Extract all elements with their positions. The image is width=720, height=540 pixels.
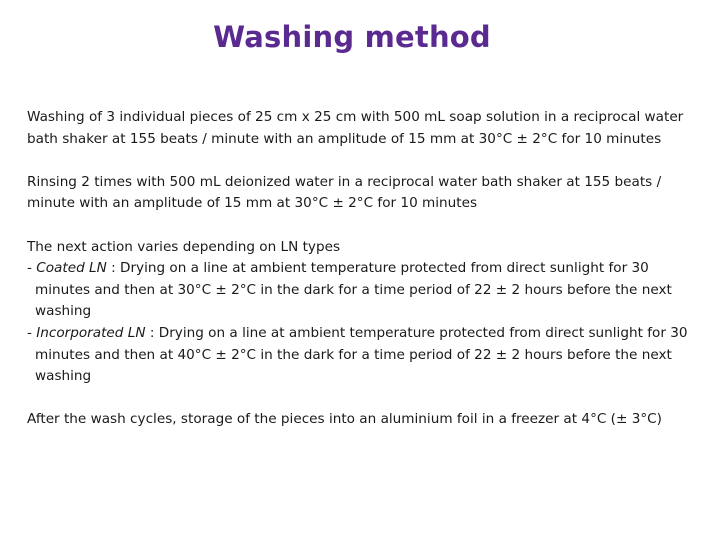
incorporated-ln-label: Incorporated LN <box>36 324 146 341</box>
bullet-dash: - <box>27 260 37 277</box>
washing-paragraph: Washing of 3 individual pieces of 25 cm x 25 cm with 500 mL soap solution in a reciprocal water bath shaker at 155 beats / minute with an amplitude of 15 mm at 30°C ± 2°C for 10 minutes <box>27 109 684 147</box>
rinsing-paragraph: Rinsing 2 times with 500 mL deionized water in a reciprocal water bath shaker at 155 beats / minute with an amplitude of 15 mm at 30°C ± 2°C for 10 minutes <box>27 173 662 212</box>
spacer <box>27 388 697 410</box>
spacer <box>27 215 697 237</box>
incorporated-ln-item <box>27 323 697 388</box>
bullet-dash: - <box>27 324 37 341</box>
slide-title: Washing method <box>213 20 491 54</box>
coated-ln-text: : Drying on a line at ambient temperature protected from direct sunlight for 30 minutes and then at 30°C ± 2°C in the dark for a time period of 22 ± 2 hours before the next washing <box>35 260 672 320</box>
coated-ln-item <box>27 258 697 323</box>
storage-paragraph: After the wash cycles, storage of the pieces into an aluminium foil in a freezer at 4°C (± 3°C) <box>27 411 662 428</box>
spacer <box>27 150 697 172</box>
coated-ln-label: Coated LN <box>36 260 107 277</box>
incorporated-ln-text: : Drying on a line at ambient temperature protected from direct sunlight for 30 minutes and then at 40°C ± 2°C in the dark for a time period of 22 ± 2 hours before the next washing <box>35 324 688 385</box>
slide-body <box>27 107 697 431</box>
next-action-heading: The next action varies depending on LN types <box>27 238 341 255</box>
